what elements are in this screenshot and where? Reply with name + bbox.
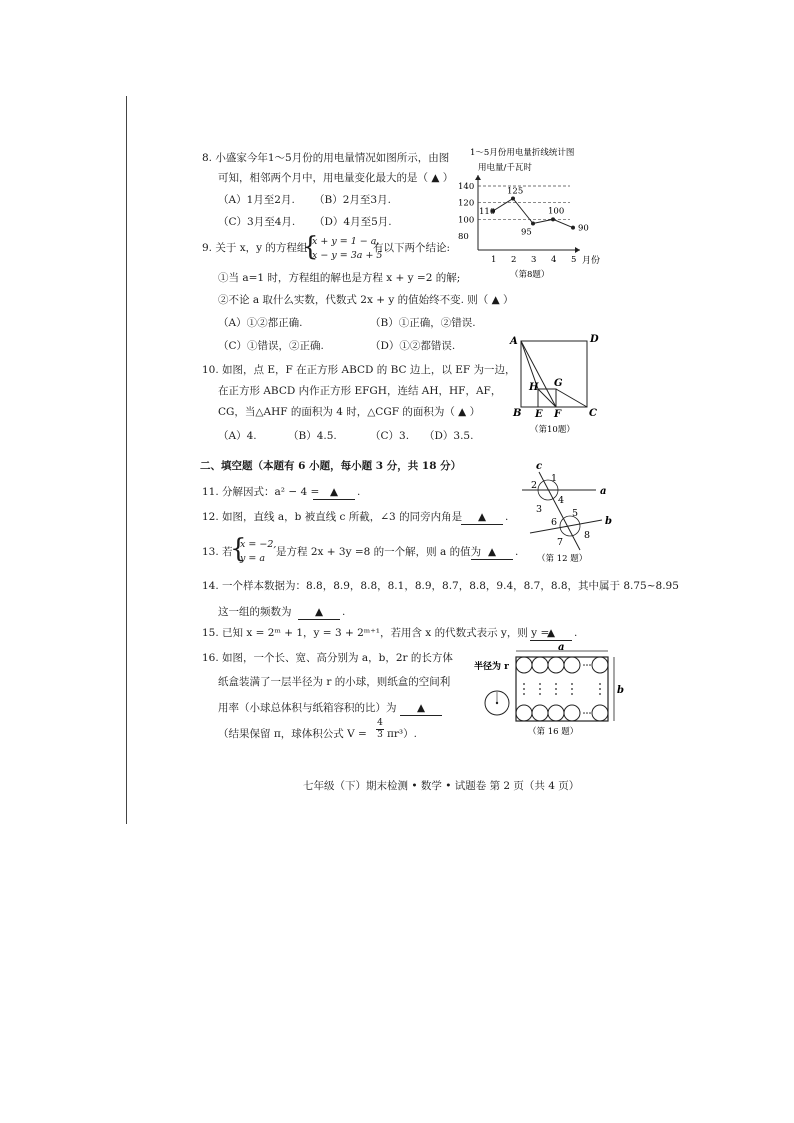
q10-caption: （第10题） [530,425,575,435]
q8-option-c: （C）3月至4月. [218,216,296,228]
chart-y-tick-label: 120 [458,198,475,209]
ball-circle [532,705,548,721]
q13-prefix: 13. 若 [202,546,233,558]
angle-1: 1 [551,473,558,484]
ellipsis-dot [599,693,601,695]
q8-line2: 可知，相邻两个月中，用电量变化最大的是（ ▲ ） [218,172,454,184]
q12-end: . [505,511,509,523]
line-b-label: b [605,516,612,527]
q13-suffix: 是方程 2x + 3y =8 的一个解，则 a 的值为 [276,546,482,558]
line-c-label: c [536,461,543,472]
q15-text: 15. 已知 x = 2ᵐ + 1，y = 3 + 2ᵐ⁺¹，若用含 x 的代数式表示 y，则 y = [202,627,550,639]
q15-end: . [574,627,578,639]
chart-data-label: 95 [521,227,532,238]
q16-caption: （第 16 题） [528,727,579,737]
point-e: E [535,409,543,420]
ellipsis-dot [523,683,525,685]
chart-x-tick-label: 1 [491,255,497,265]
q8-option-a: （A）1月至2月. [218,194,295,206]
q16-blank: ▲ [400,702,442,716]
q8-option-d: （D）4月至5月. [314,216,392,228]
chart-data-label: 125 [507,186,524,197]
ellipsis-dot [586,712,588,714]
point-f: F [554,409,562,420]
angle-8: 8 [584,530,591,541]
q14-blank: ▲ [298,606,340,620]
q10-option-d: （D）3.5. [424,430,474,442]
line-a-label: a [600,486,607,497]
point-g: G [554,378,563,389]
q9-brace: { [302,232,319,262]
q16-line2: 纸盒装满了一层半径为 r 的小球，则纸盒的空间利 [218,676,451,688]
ball-circle [548,705,564,721]
q9-option-a: （A）①②都正确. [218,317,303,329]
chart-ylabel: 用电量/千瓦时 [478,163,532,173]
point-c: C [589,408,597,419]
q16-line4a: （结果保留 π，球体积公式 V = [218,728,367,740]
ellipsis-dot [583,712,585,714]
q9-option-b: （B）①正确，②错误. [370,317,476,329]
q12-blank: ▲ [461,511,503,525]
q10-line1: 10. 如图，点 E，F 在正方形 ABCD 的 BC 边上，以 EF 为一边， [202,364,516,376]
fraction-numerator: 4 [377,718,383,728]
angle-3: 3 [536,504,543,515]
chart-y-tick-label: 80 [458,232,469,242]
chart-data-label: 100 [548,206,565,217]
q14-end: . [342,606,346,618]
q16-line1: 16. 如图，一个长、宽、高分别为 a，b，2r 的长方体 [202,652,453,664]
q11-end: . [357,486,361,498]
chart-y-tick-label: 140 [458,182,475,192]
q9-conclusion-2: ②不论 a 取什么实数，代数式 2x + y 的值始终不变. 则（ ▲ ） [218,294,514,306]
chart-x-tick-label: 3 [531,255,537,265]
ball-circle [592,657,608,673]
ellipsis-dot [599,683,601,685]
ball-circle [516,705,532,721]
chart-x-tick-label: 5 [571,255,577,265]
q16-line3: 用率（小球总体积与纸箱容积的比）为 [218,702,397,714]
q10-line2: 在正方形 ABCD 内作正方形 EFGH，连结 AH，HF，AF， [218,385,502,397]
q14-line2: 这一组的频数为 [218,606,292,618]
q13-brace: { [230,534,247,564]
ball-circle [564,657,580,673]
q13-equation-1: x = −2, [240,539,277,550]
q8-option-b: （B）2月至3月. [314,194,391,206]
ellipsis-dot [571,683,573,685]
q16-line4b: πr³）. [387,728,417,740]
chart-title: 1～5月份用电量折线统计图 [470,148,575,158]
angle-5: 5 [572,508,579,519]
point-a: A [510,336,518,347]
chart-caption: （第8题） [510,270,550,280]
q9-suffix: 有以下两个结论: [373,242,451,254]
chart-data-label: 90 [578,223,589,234]
q11-text: 11. 分解因式：a² − 4 = [202,486,320,498]
ellipsis-dot [539,688,541,690]
ball-circle [564,705,580,721]
q14-line1: 14. 一个样本数据为：8.8，8.9，8.8，8.1，8.9，8.7，8.8，9.4，8.7，8.8，其中属于 8.75~8.95 [202,580,679,592]
q9-equation-1: x + y = 1 − a, [312,236,380,247]
dimension-a: a [558,642,565,653]
section-2-title: 二、填空题（本题有 6 小题，每小题 3 分，共 18 分） [200,460,462,472]
q13-end: . [515,546,519,558]
ball-circle [548,657,564,673]
q8-line1: 8. 小盛家今年1～5月份的用电量情况如图所示，由图 [202,152,450,164]
angle-4: 4 [558,495,565,506]
chart-xlabel: 月份 [582,256,601,266]
q10-line3: CG，当△AHF 的面积为 4 时，△CGF 的面积为（ ▲ ） [218,406,481,418]
q9-option-d: （D）①②都错误. [370,340,456,352]
angle-6: 6 [551,517,558,528]
angle-7: 7 [557,537,564,548]
q10-option-b: （B）4.5. [288,430,337,442]
q13-blank: ▲ [471,546,513,560]
ellipsis-dot [599,688,601,690]
ellipsis-dot [589,712,591,714]
q12-text: 12. 如图，直线 a，b 被直线 c 所截，∠3 的同旁内角是 [202,511,463,523]
point-d: D [590,334,599,345]
ellipsis-dot [589,664,591,666]
radius-label: 半径为 r [474,662,509,672]
q10-option-c: （C）3. [370,430,410,442]
q9-prefix: 9. 关于 x，y 的方程组 [202,242,308,254]
ellipsis-dot [523,693,525,695]
q15-blank: ▲ [530,627,572,641]
chart-y-tick-label: 100 [458,215,475,226]
chart-data-label: 110 [479,207,496,217]
ball-circle [516,657,532,673]
dimension-b: b [617,685,624,696]
ellipsis-dot [571,688,573,690]
ellipsis-dot [555,683,557,685]
ellipsis-dot [539,693,541,695]
q11-blank: ▲ [313,486,355,500]
angle-2: 2 [531,480,538,491]
ellipsis-dot [523,688,525,690]
q9-option-c: （C）①错误，②正确. [218,340,324,352]
point-b: B [513,408,522,419]
q13-equation-2: y = a [240,553,266,564]
page-footer: 七年级（下）期末检测 • 数学 • 试题卷 第 2 页（共 4 页） [303,780,580,792]
q9-equation-2: x − y = 3a + 5 [312,250,383,261]
chart-x-tick-label: 2 [511,255,517,265]
ball-circle [532,657,548,673]
q12-caption: （第 12 题） [537,554,588,564]
fraction-denominator: 3 [377,730,383,740]
ellipsis-dot [555,693,557,695]
chart-x-tick-label: 4 [551,255,557,265]
ellipsis-dot [555,688,557,690]
ellipsis-dot [539,683,541,685]
point-h: H [529,382,539,393]
ellipsis-dot [571,693,573,695]
q10-option-a: （A）4. [218,430,257,442]
q9-conclusion-1: ①当 a=1 时，方程组的解也是方程 x + y =2 的解; [218,272,461,284]
ellipsis-dot [586,664,588,666]
ellipsis-dot [583,664,585,666]
ball-circle [592,705,608,721]
